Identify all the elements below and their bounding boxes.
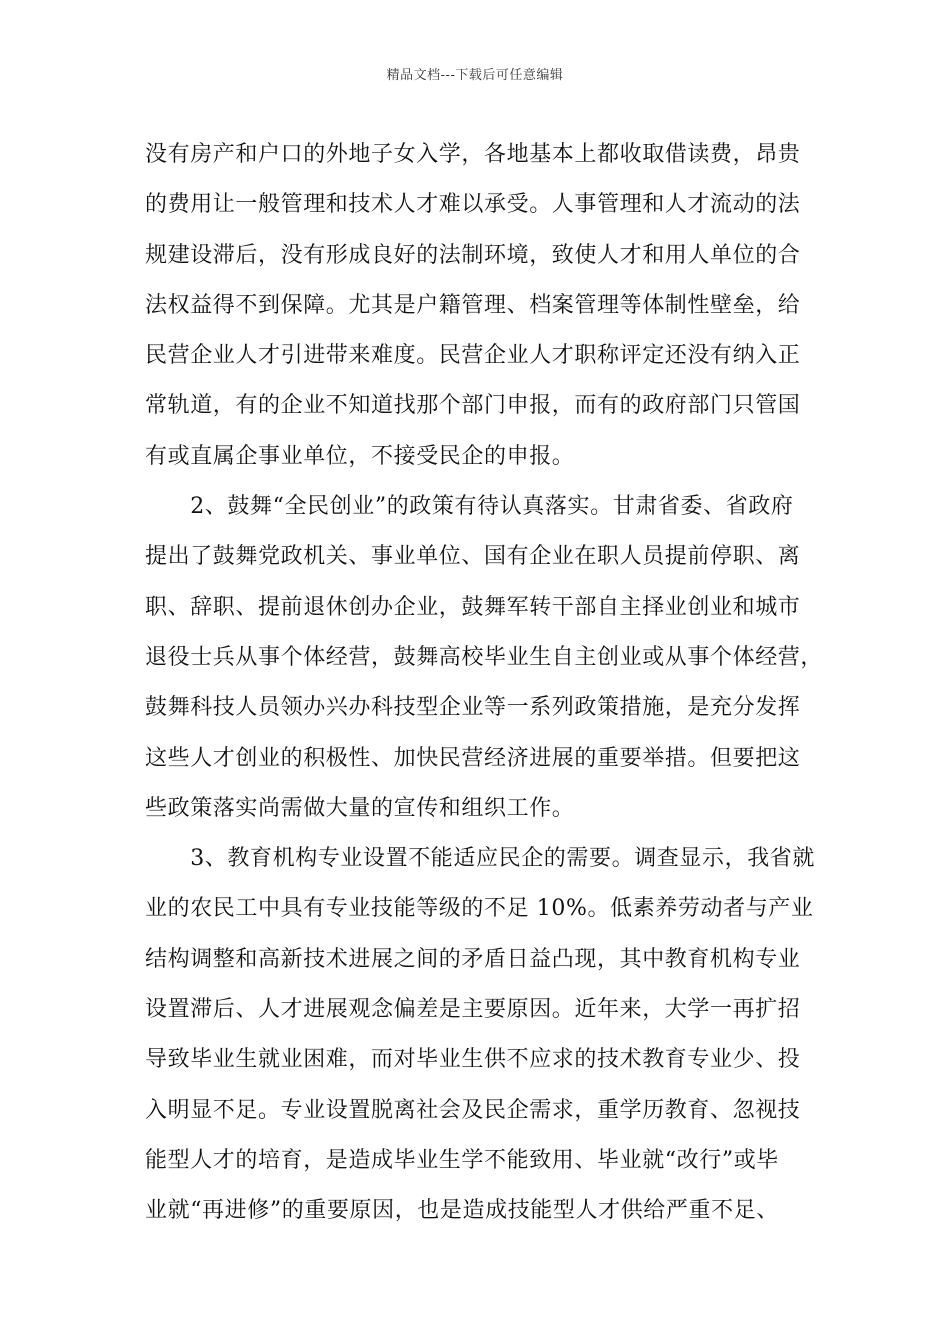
text-line: 常轨道，有的企业不知道找那个部门申报，而有的政府部门只管国 [145, 393, 801, 419]
text-line: 结构调整和高新技术进展之间的矛盾日益凸现，其中教育机构专业 [145, 946, 801, 972]
text-line: 法权益得不到保障。尤其是户籍管理、档案管理等体制性壁垒，给 [145, 292, 801, 318]
text-line: 有或直属企事业单位，不接受民企的申报。 [145, 443, 575, 469]
text-line: 这些人才创业的积极性、加快民营经济进展的重要举措。但要把这 [145, 745, 801, 771]
text-line: 业就“再进修”的重要原因，也是造成技能型人才供给严重不足、 [145, 1198, 779, 1224]
text-line: 能型人才的培育，是造成毕业生学不能致用、毕业就“改行”或毕 [145, 1147, 779, 1173]
text-line: 提出了鼓舞党政机关、事业单位、国有企业在职人员提前停职、离 [145, 544, 801, 570]
text-line: 鼓舞科技人员领办兴办科技型企业等一系列政策措施，是充分发挥 [145, 695, 801, 721]
text-line: 业的农民工中具有专业技能等级的不足 10%。低素养劳动者与产业 [145, 896, 814, 922]
text-line: 设置滞后、人才进展观念偏差是主要原因。近年来，大学一再扩招 [145, 997, 801, 1023]
text-line: 民营企业人才引进带来难度。民营企业人才职称评定还没有纳入正 [145, 343, 801, 369]
text-line: 没有房产和户口的外地子女入学，各地基本上都收取借读费，昂贵 [145, 142, 801, 167]
text-line: 些政策落实尚需做大量的宣传和组织工作。 [145, 795, 575, 821]
paragraph-start-line: 2、鼓舞“全民创业”的政策有待认真落实。甘肃省委、省政府 [145, 494, 794, 520]
page-header: 精品文档---下载后可任意编辑 [386, 68, 564, 83]
document-body [145, 130, 824, 1237]
text-line: 职、辞职、提前退休创办企业，鼓舞军转干部自主择业创业和城市 [145, 594, 801, 620]
text-line: 入明显不足。专业设置脱离社会及民企需求，重学历教育、忽视技 [145, 1097, 801, 1123]
text-line: 退役士兵从事个体经营，鼓舞高校毕业生自主创业或从事个体经营， [145, 644, 824, 670]
paragraph-start-line: 3、教育机构专业设置不能适应民企的需要。调查显示，我省就 [145, 846, 815, 872]
text-line: 规建设滞后，没有形成良好的法制环境，致使人才和用人单位的合 [145, 242, 801, 268]
text-line: 导致毕业生就业困难，而对毕业生供不应求的技术教育专业少、投 [145, 1047, 801, 1073]
text-line: 的费用让一般管理和技术人才难以承受。人事管理和人才流动的法 [145, 192, 801, 218]
